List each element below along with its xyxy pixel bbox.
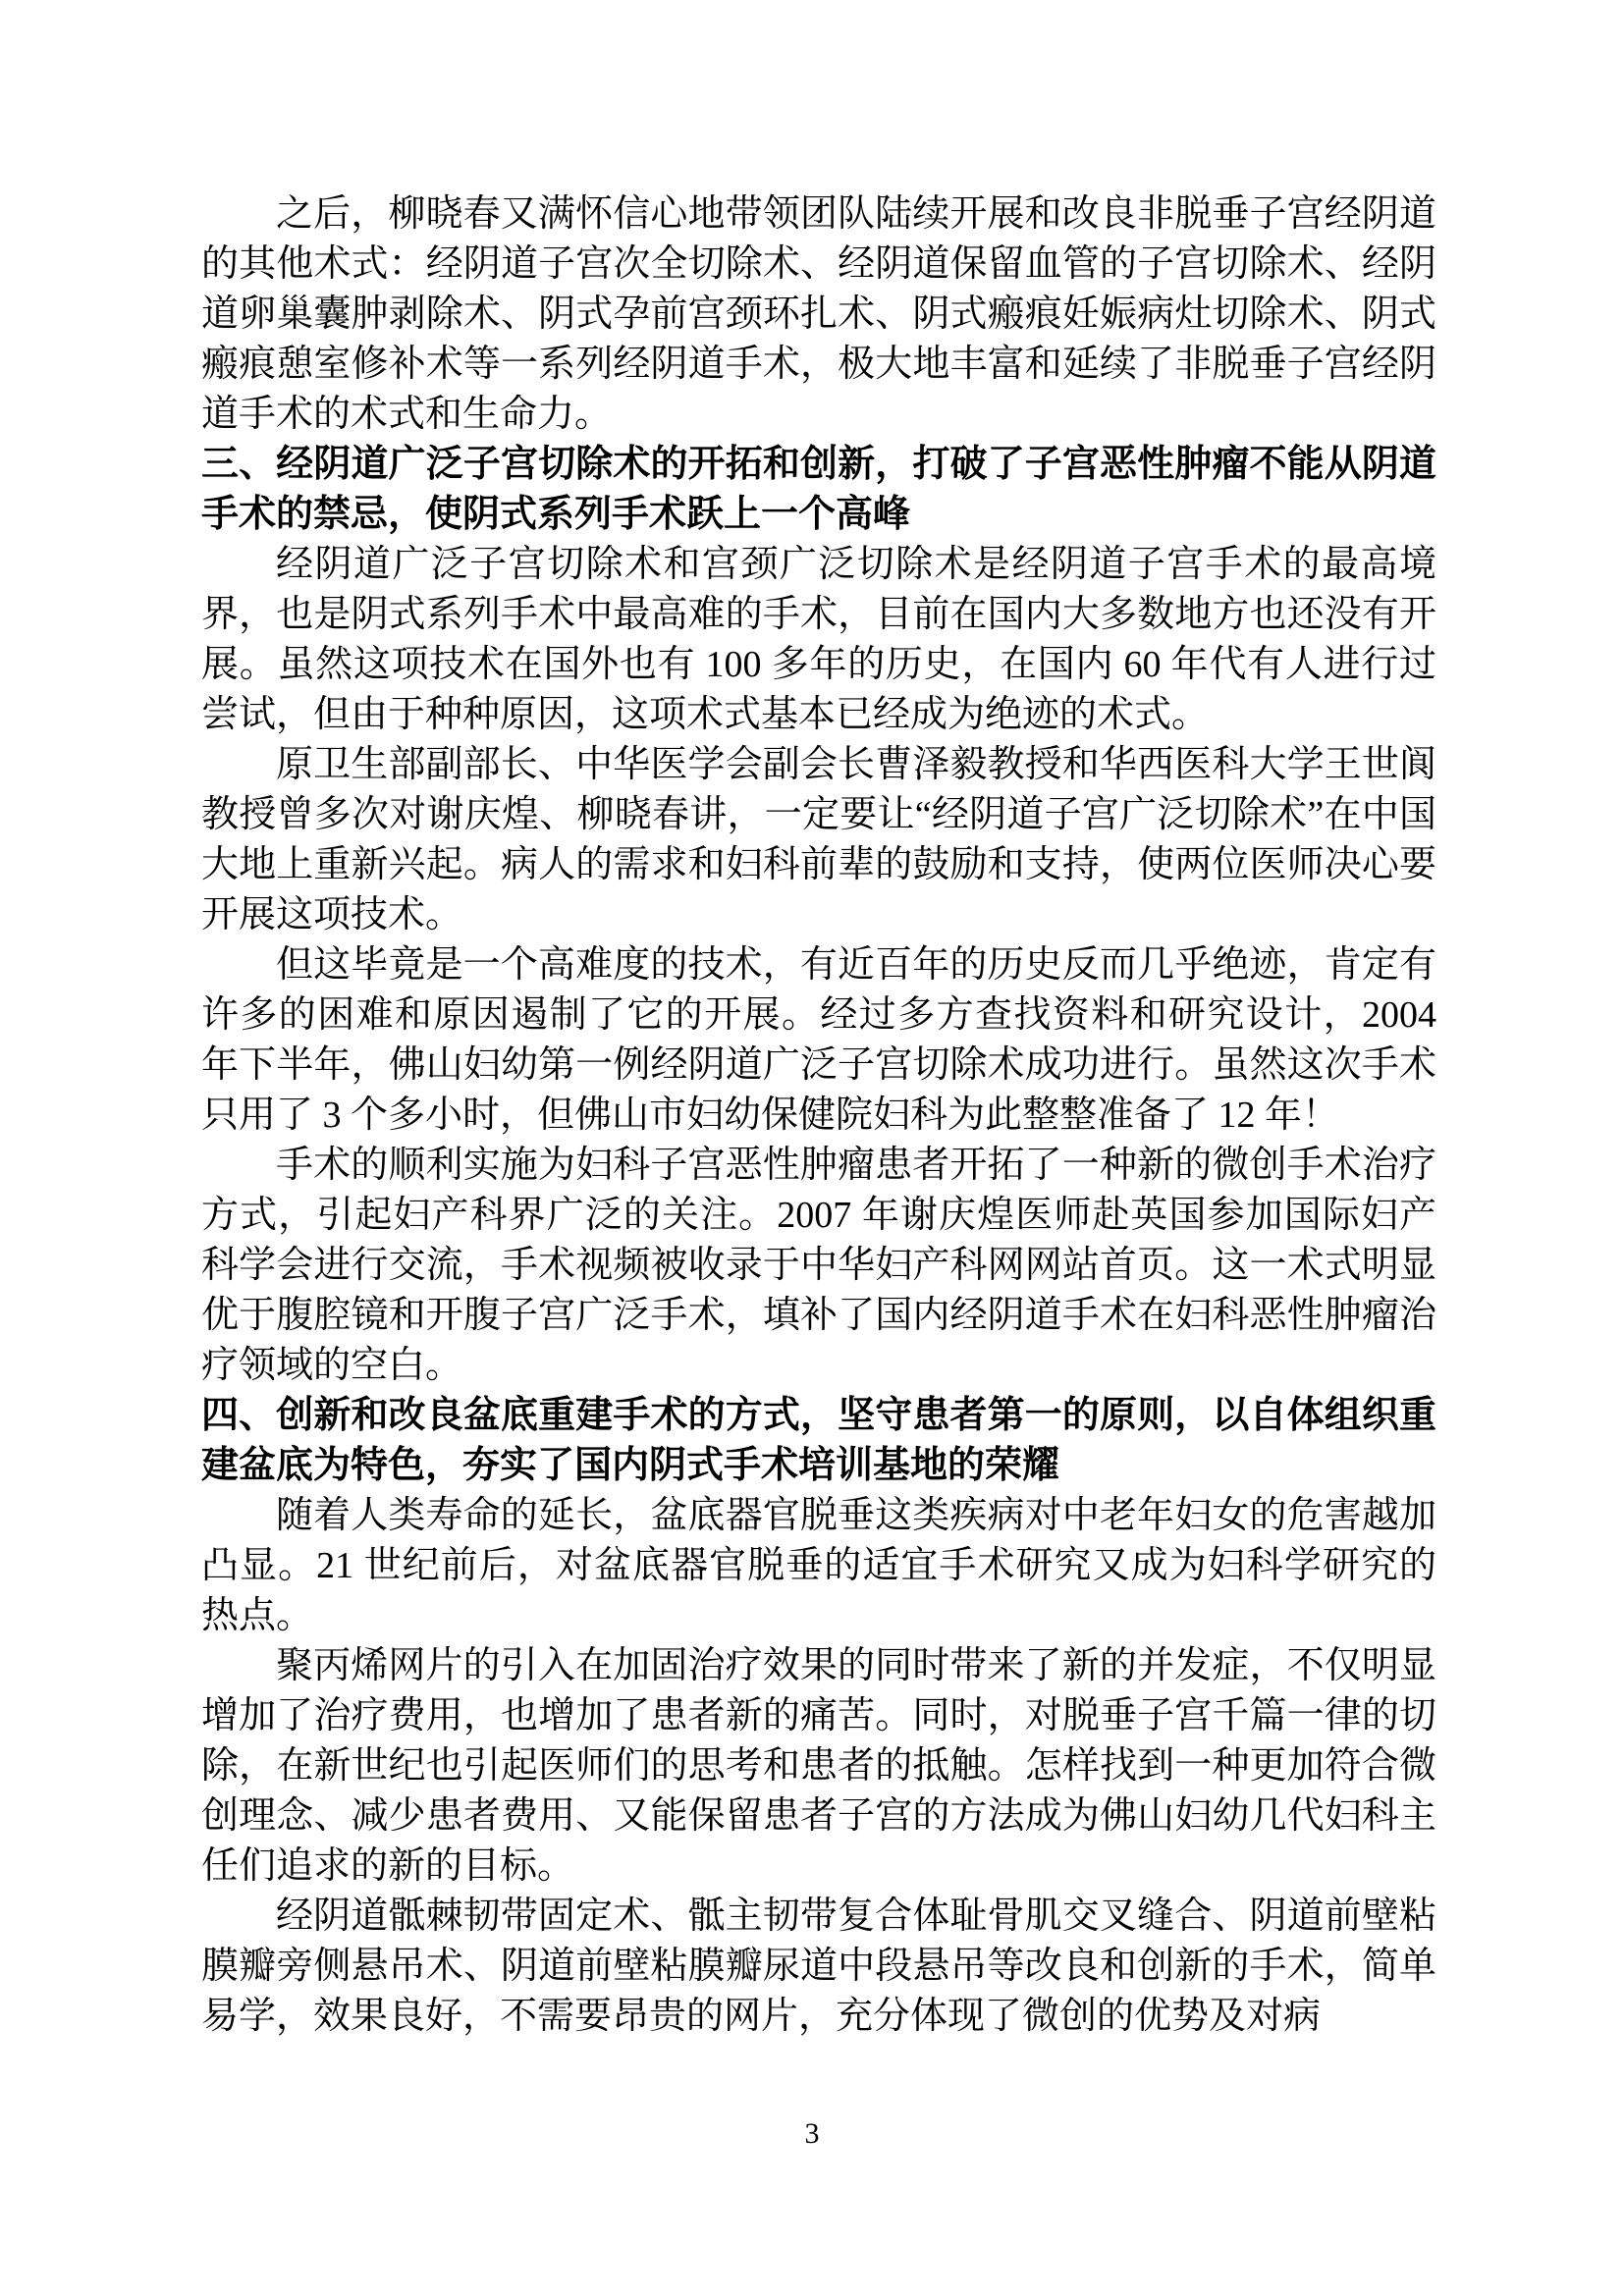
section-heading: 四、创新和改良盆底重建手术的方式，坚守患者第一的原则，以自体组织重建盆底为特色，夯实了国内阴式手术培训基地的荣耀: [201, 1395, 1436, 1486]
paragraph: 随着人类寿命的延长，盆底器官脱垂这类疾病对中老年妇女的危害越加凸显。21 世纪前后，对盆底器官脱垂的适宜手术研究又成为妇科学研究的热点。: [201, 1495, 1436, 1636]
page-number: 3: [804, 2117, 820, 2150]
paragraph: 但这毕竟是一个高难度的技术，有近百年的历史反而几乎绝迹，肯定有许多的困难和原因遏制了它的开展。经过多方查找资料和研究设计，2004 年下半年，佛山妇幼第一例经阴道广泛子宫切除术成功进行。虽然这次手术只用了 3 个多小时，但佛山市妇幼保健院妇科为此整整准备了 12 年！: [201, 944, 1436, 1136]
paragraph: 经阴道骶棘韧带固定术、骶主韧带复合体耻骨肌交叉缝合、阴道前壁粘膜瓣旁侧悬吊术、阴道前壁粘膜瓣尿道中段悬吊等改良和创新的手术，简单易学，效果良好，不需要昂贵的网片，充分体现了微创的优势及对病: [201, 1896, 1436, 2037]
document-body: [201, 189, 1436, 2042]
paragraph: 原卫生部副部长、中华医学会副会长曹泽毅教授和华西医科大学王世阆教授曾多次对谢庆煌、柳晓春讲，一定要让“经阴道子宫广泛切除术”在中国大地上重新兴起。病人的需求和妇科前辈的鼓励和支持，使两位医师决心要开展这项技术。: [201, 744, 1436, 935]
paragraph: 聚丙烯网片的引入在加固治疗效果的同时带来了新的并发症，不仅明显增加了治疗费用，也增加了患者新的痛苦。同时，对脱垂子宫千篇一律的切除，在新世纪也引起医师们的思考和患者的抵触。怎样找到一种更加符合微创理念、减少患者费用、又能保留患者子宫的方法成为佛山妇幼几代妇科主任们追求的新的目标。: [201, 1645, 1436, 1887]
paragraph: 经阴道广泛子宫切除术和宫颈广泛切除术是经阴道子宫手术的最高境界，也是阴式系列手术中最高难的手术，目前在国内大多数地方也还没有开展。虽然这项技术在国外也有 100 多年的历史，在国内 60 年代有人进行过尝试，但由于种种原因，这项术式基本已经成为绝迹的术式。: [201, 544, 1436, 735]
paragraph: 之后，柳晓春又满怀信心地带领团队陆续开展和改良非脱垂子宫经阴道的其他术式：经阴道子宫次全切除术、经阴道保留血管的子宫切除术、经阴道卵巢囊肿剥除术、阴式孕前宫颈环扎术、阴式瘢痕妊娠病灶切除术、阴式瘢痕憩室修补术等一系列经阴道手术，极大地丰富和延续了非脱垂子宫经阴道手术的术式和生命力。: [201, 193, 1436, 435]
paragraph: 手术的顺利实施为妇科子宫恶性肿瘤患者开拓了一种新的微创手术治疗方式，引起妇产科界广泛的关注。2007 年谢庆煌医师赴英国参加国际妇产科学会进行交流，手术视频被收录于中华妇产科网网站首页。这一术式明显优于腹腔镜和开腹子宫广泛手术，填补了国内经阴道手术在妇科恶性肿瘤治疗领域的空白。: [201, 1145, 1436, 1386]
section-heading: 三、经阴道广泛子宫切除术的开拓和创新，打破了子宫恶性肿瘤不能从阴道手术的禁忌，使阴式系列手术跃上一个高峰: [201, 444, 1436, 535]
